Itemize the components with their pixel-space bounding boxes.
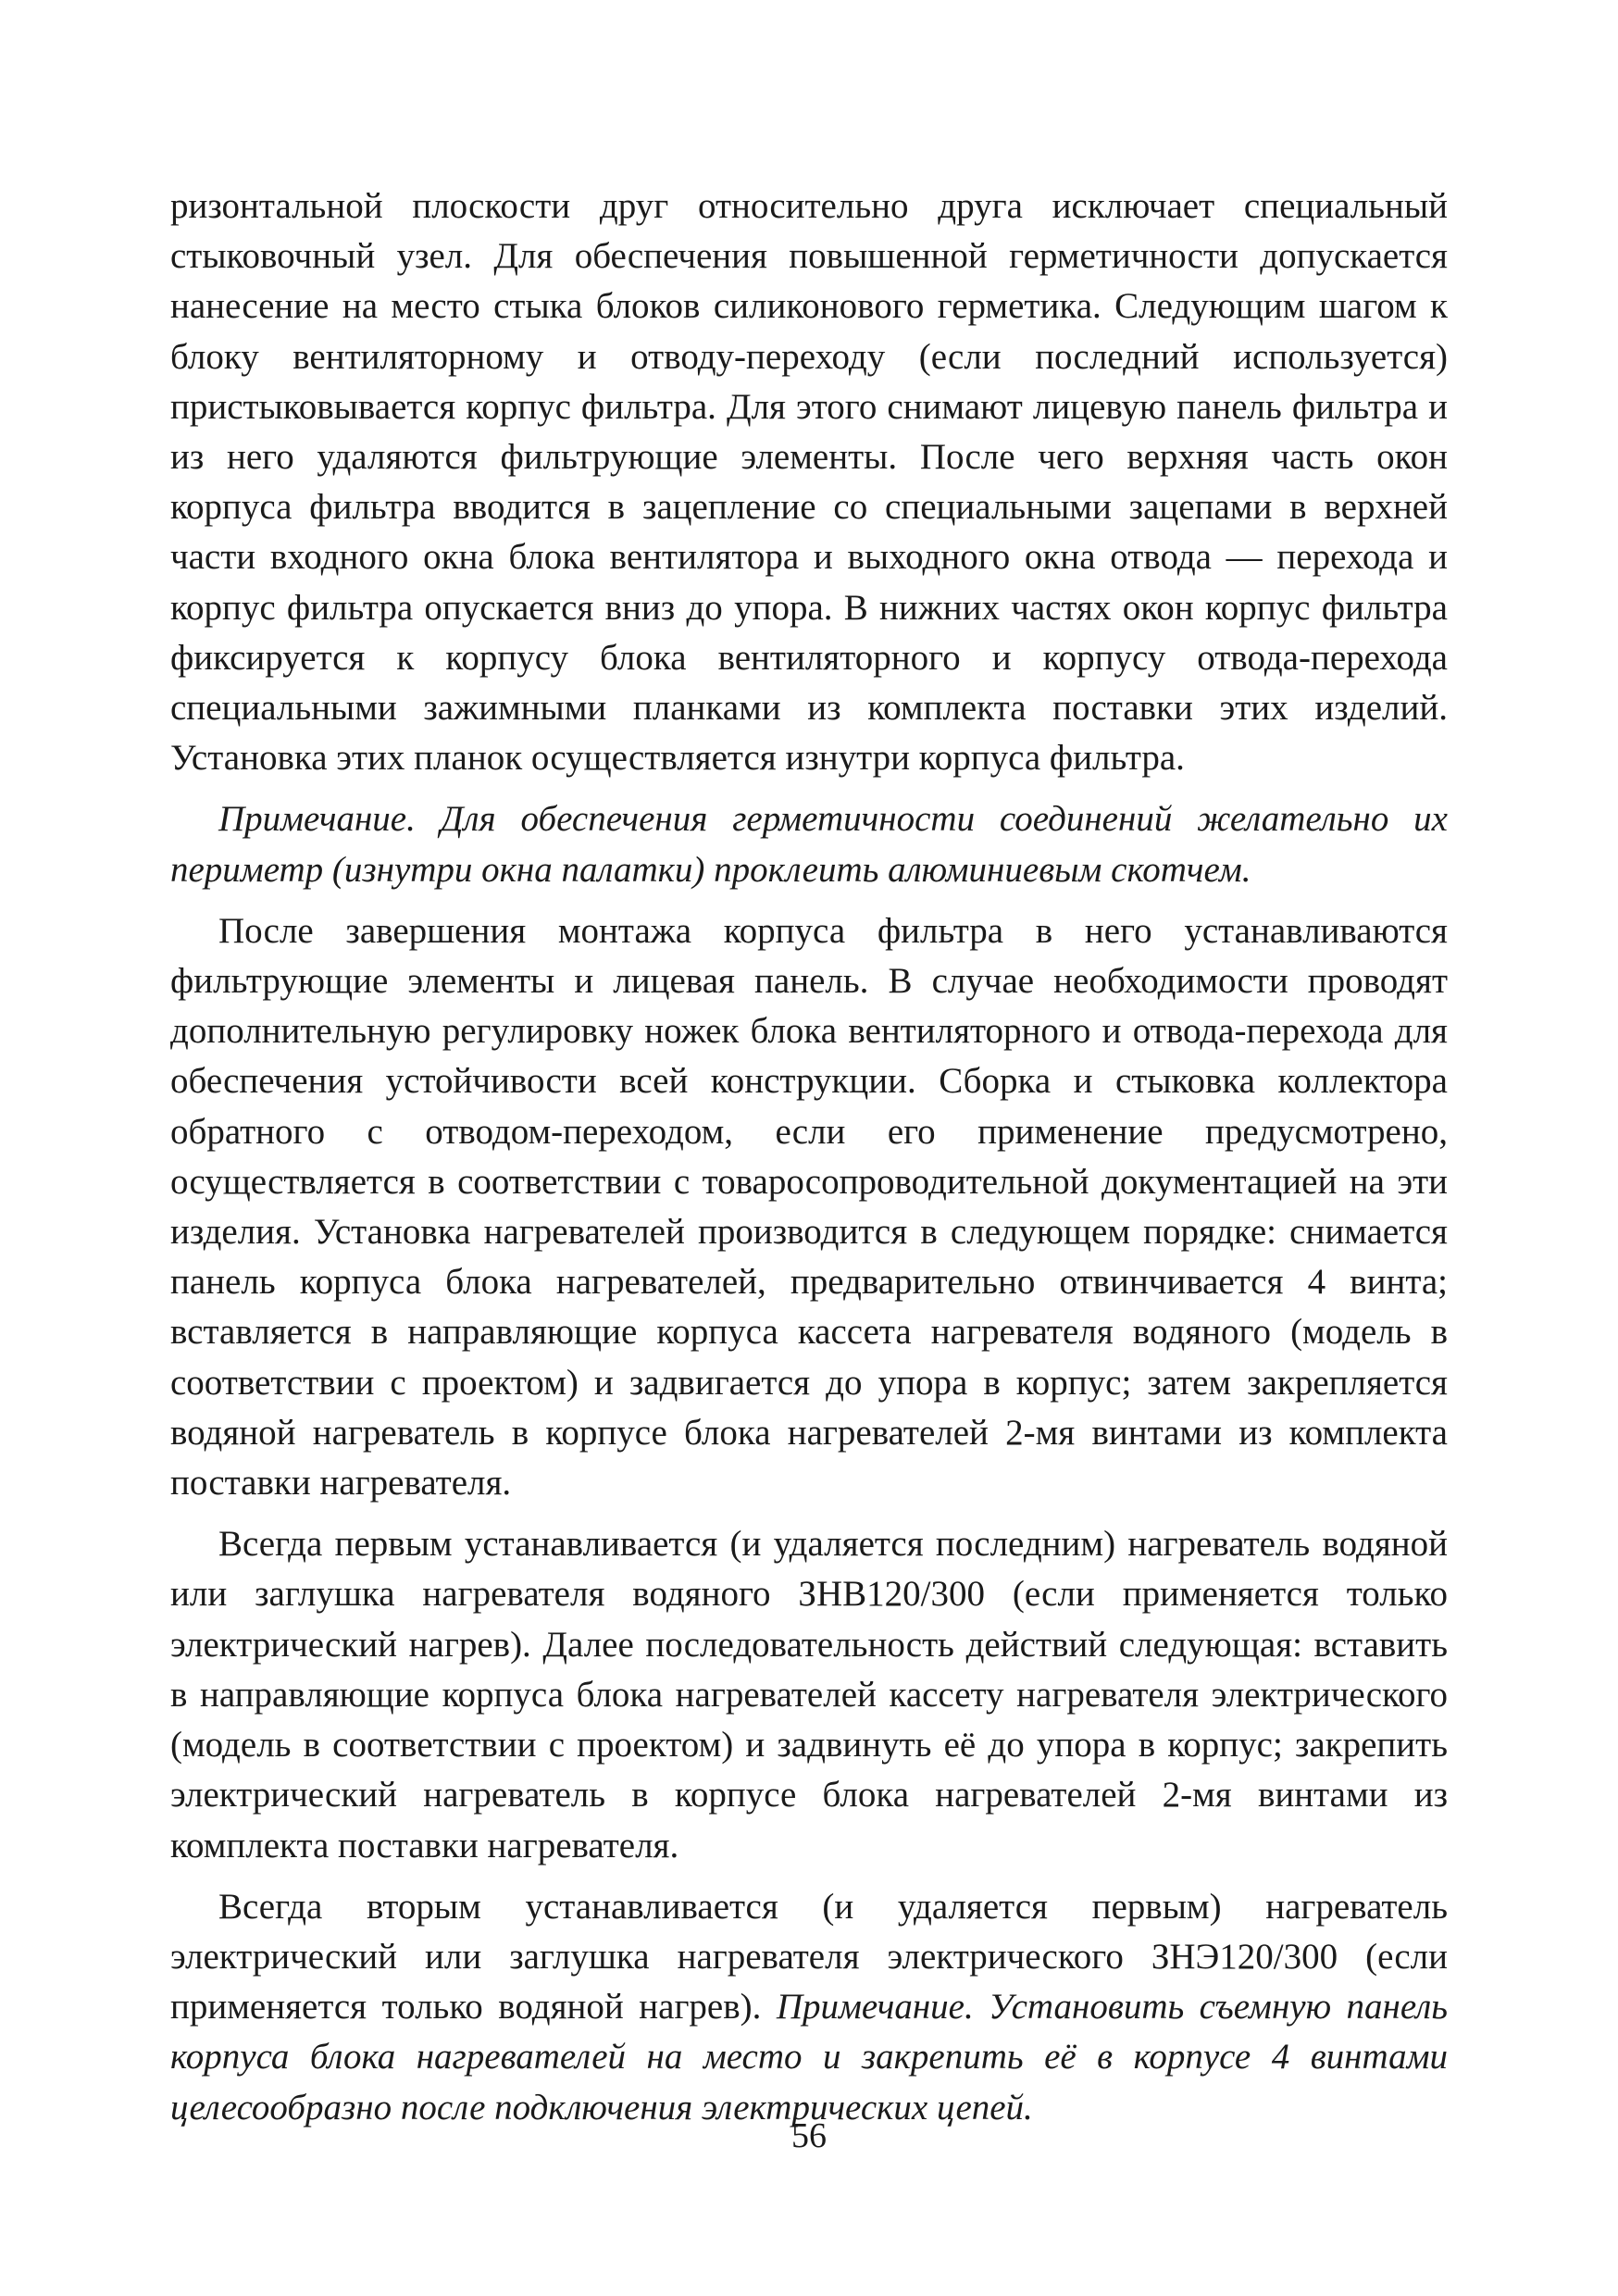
body-text	[170, 181, 1448, 2133]
paragraph-heater-installation: После завершения монтажа корпуса фильтра в него устанавливаются фильтрующие элементы и лицевая панель. В случае необходимости проводят дополнительную регулировку ножек блока вентиляторного и отвода-перехода для обеспечения устойчивости всей конструкции. Сборка и стыковка коллектора обратного с отводом-переходом, если его применение предусмотрено, осуществляется в соответствии с товаросопроводительной документацией на эти изделия. Установка нагревателей производится в следующем порядке: снимается панель корпуса блока нагревателей, предварительно отвинчивается 4 винта; вставляется в направляющие корпуса кассета нагревателя водяного (модель в соответствии с проектом) и задвигается до упора в корпус; затем закрепляется водяной нагреватель в корпусе блока нагревателей 2-мя винтами из комплекта поставки нагревателя.	[170, 910, 1448, 1504]
paragraph-filter-installation: ризонтальной плоскости друг относительно друга исключает специальный стыковочный узел. Для обеспечения повышенной герметичности допускается нанесение на место стыка блоков силиконового герметика. Следующим шагом к блоку вентиляторному и отводу-переходу (если последний используется) пристыковывается корпус фильтра. Для этого снимают лицевую панель фильтра и из него удаляются фильтрующие элементы. После чего верхняя часть окон корпуса фильтра вводится в зацепление со специальными зацепами в верхней части входного окна блока вентилятора и выходного окна отвода — перехода и корпус фильтра опускается вниз до упора. В нижних частях окон корпус фильтра фиксируется к корпусу блока вентиляторного и корпусу отвода-перехода специальными зажимными планками из комплекта поставки этих изделий. Установка этих планок осуществляется изнутри корпуса фильтра.	[170, 186, 1448, 779]
paragraph-electric-heater-second	[170, 1882, 1448, 2133]
note-panel-mounting: Примечание. Установить съемную панель корпуса блока нагревателей на место и закрепить её в корпусе 4 винтами целесообразно после подключения электрических цепей.	[170, 1987, 1448, 2128]
page-number: 56	[791, 2116, 827, 2155]
paragraph-water-heater-first: Всегда первым устанавливается (и удаляется последним) нагреватель водяной или заглушка нагревателя водяного ЗНВ120/300 (если применяется только электрический нагрев). Далее последовательность действий следующая: вставить в направляющие корпуса блока нагревателей кассету нагревателя электрического (модель в соответствии с проектом) и задвинуть её до упора в корпус; закрепить электрический нагреватель в корпусе блока нагревателей 2-мя винтами из комплекта поставки нагревателя.	[170, 1524, 1448, 1866]
paragraph-electric-heater-text: Всегда вторым устанавливается (и удаляется первым) нагреватель электрический или заглушка нагревателя электрического ЗНЭ120/300 (если применяется только водяной нагрев).	[170, 1886, 1448, 2028]
note-sealing: Примечание. Для обеспечения герметичности соединений желательно их периметр (изнутри окна палатки) проклеить алюминиевым скотчем.	[170, 799, 1448, 890]
